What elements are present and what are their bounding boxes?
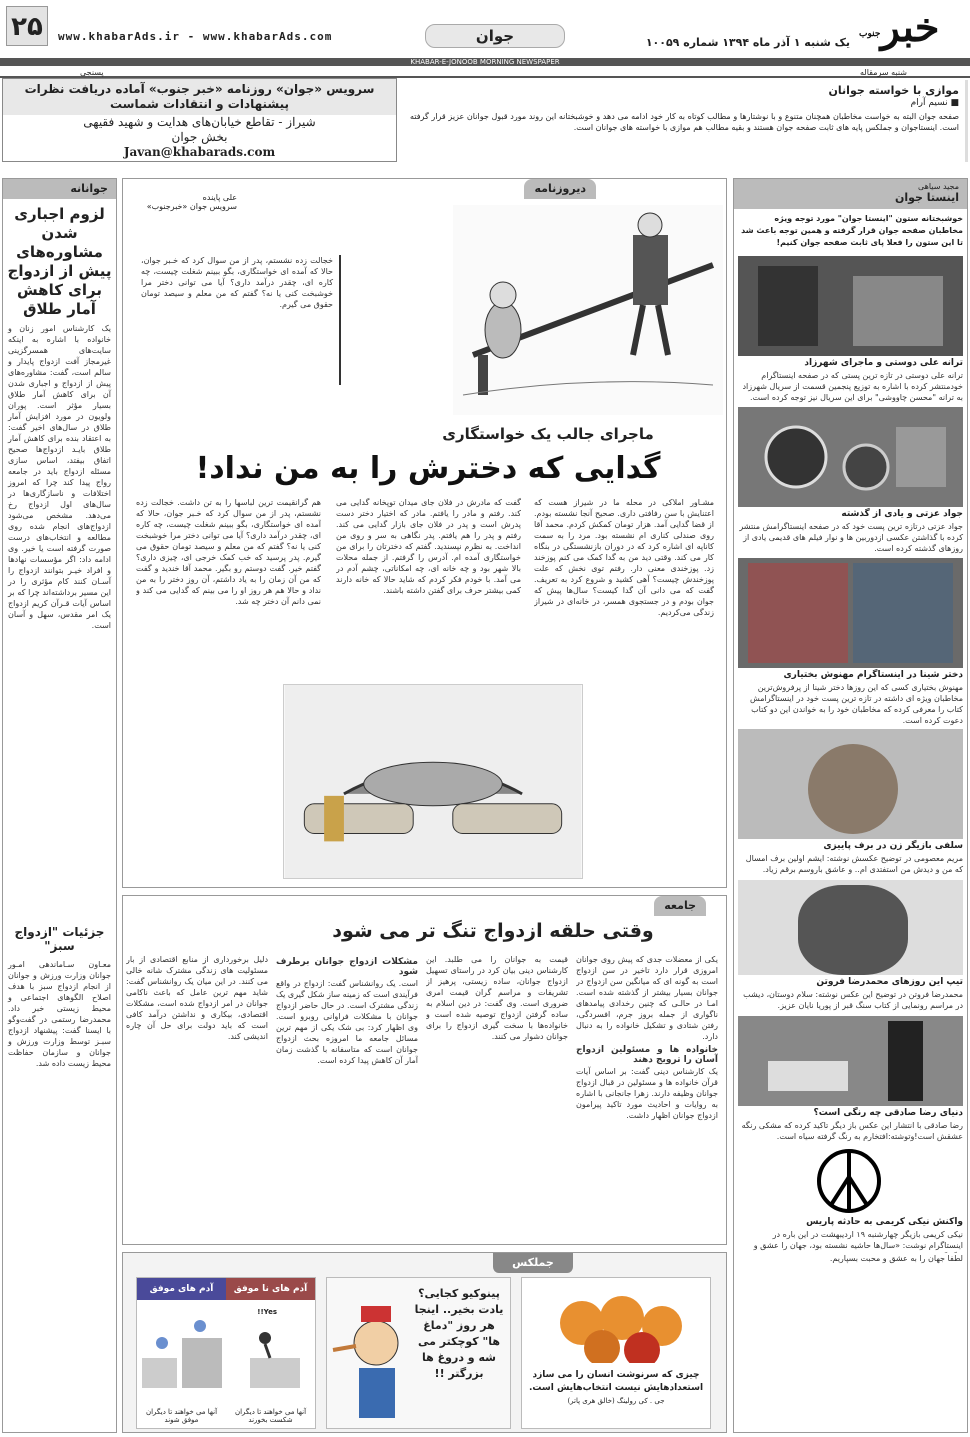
jomlak-section: [122, 1252, 727, 1433]
society-col-2: قیمت به جوانان را می طلبد. این کارشناس دینی بیان کرد در راستای تسهیل ازدواج جوانان، ساده زیستی، پرهیز از تشریفات و مراسم گران قیمت امری ضروری است. وی گفت: در دین اسلام به ساده گرفتن ازدواج توصیه شده است و خانواده‌ها با سخت گیری ازدواج را برای جوانان دشوار می کنند.: [426, 955, 568, 1041]
diary-section: [122, 178, 727, 888]
contact-address: شیراز - تقاطع خیابان‌های هدایت و شهید فقیهی: [83, 115, 316, 129]
insta-caption-7: واکنش نیکی کریمی به حادثه پاریس: [806, 1217, 963, 1227]
insta-text-1: ترانه علی دوستی در تازه ترین پستی که در صفحه اینستاگرام خودمنتشر کرده با اشاره به توزیع پنجمین قسمت از سریال شهرزاد به ترانه "محسن چاووشی" برای این سریال نیز توجه کرده است.: [742, 371, 963, 402]
insta-text-5: محمدرضا فروتن در توضیح این عکس نوشته: سلام دوستان، دیشب در مراسم رونمایی از کتاب سنگ قبر از پوریا نایان عزیز.: [743, 990, 963, 1010]
quote-text: چیزی که سرنوشت انسان را می سازد استعدادهایش نیست انتخاب‌هایش است.: [528, 1370, 704, 1393]
insta-photo-1: [738, 256, 963, 356]
unsuccessful-caption: آنها می خواهند تا دیگران شکست بخورند: [234, 1408, 307, 1424]
pinocchio-icon: [331, 1298, 411, 1423]
newspaper-logo: [855, 4, 965, 52]
successful-title: آدم های موفق: [137, 1278, 226, 1300]
quote-panel: [521, 1277, 711, 1429]
contact-email[interactable]: Javan@khabarads.com: [123, 145, 276, 159]
insta-column: [733, 178, 968, 1433]
peace-for-paris-icon: [738, 1147, 963, 1215]
contact-box: [2, 78, 397, 162]
diary-author: علی پاینده: [202, 193, 237, 202]
diary-shoulder: ماجرای جالب یک خواستگاری: [442, 425, 654, 443]
insta-title: اینستا جوان: [894, 191, 959, 204]
society-col-3: [276, 954, 418, 1239]
society-tab: جامعه: [654, 896, 706, 916]
handshake-illustration: [283, 684, 583, 879]
editorial-author-name: نسیم آرام: [910, 98, 948, 108]
logo-sub: جنوب: [859, 29, 881, 39]
society-col-4: دلیل برخورداری از منابع اقتصادی از بار مسئولیت های زندگی مشترک شانه خالی می کنند. در این میان یک روانشناس گفت: شاید مهم ترین عامل که باعث ناکامی جوانان در امر ازدواج شده است، مشکلات اقتصادی، بیکاری و نداشتن درآمد کافی است که باید دولت برای حل آن چاره اندیشی کند.: [126, 955, 268, 1041]
helping-hand-icon: [142, 1308, 222, 1388]
diary-headline: گدایی که دخترش را به من نداد!: [195, 451, 661, 486]
logo-text: خبر: [880, 4, 940, 51]
film-reel-icon: [738, 407, 963, 507]
insta-caption-1: ترانه علی دوستی و ماجرای شهرزاد: [804, 358, 963, 368]
issue-date: یک شنبه ۱ آذر ماه ۱۳۹۴ شماره ۱۰۰۵۹: [645, 36, 850, 49]
diary-col-2: گفت که مادرش در فلان جای میدان توپخانه گدایی می کند. رفتم و مادر را یافتم. مادر که اختیار دختر دست پدرش است و پدر در فلان جای بازار گدایی می کند. رفتم و پدر را هم یافتم. پدر نگاهی به سر و روی من انداخت. به نظرم نپسندید. گفتم که دخترتان را برای من خواستگاری آمده ام. آدرس را گرفتم. از جمله محلات بالا شهر بود و چه خانه ای، چه امکاناتی، چشم آدم در می آمد. با خودم فکر کردم که شاید حالا که خانه دارند کمی بیشتر حرف برای گفتن داشته باشند.: [336, 498, 521, 595]
insta-text-4: مریم معصومی در توضیح عکسش نوشته: ایشم اولین برف امسال که من و دیدش من استفتدی ام.. و عاشق باروسم برقم زیاد.: [745, 854, 963, 874]
strip-text: KHABAR-E-JONOOB MORNING NEWSPAPER: [410, 58, 560, 66]
sub-label-right: شنبه سرمقاله: [860, 68, 907, 77]
editorial-author: ■ نسیم آرام: [910, 98, 959, 108]
insta-photo-4: [738, 729, 963, 839]
diary-col-1: مشـاور املاکی در محله ما در شیراز هست که اعتنایش با سن رفافتی داری. صحیح آنجا نشسته بودم. از قضا گدایی آمد. هزار تومان کمکش کردم. محمد آقا روی صندلی کناری ام نشسته بود. مرد را به سمت کاناپه ای اشاره کرد که در دوران بازنشستگی در بنگاه کار می کند. وقتی دید من به گدا کمک می کنم پوزخند زد. پوزخندی معنی دار. رفتم توی نخش که علت پوزخندش چیست؟ آهی کشید و شروع کرد به تعریف. گفت که می دانی آن گدا کیست؟ سال‌ها پیش که جوان بودم و در جستجوی همسر، در خانه‌ای در شیراز زندگی می‌کردیم.: [534, 498, 714, 617]
insta-caption-2: جواد عزتی و یادی از گذشته: [841, 509, 963, 519]
society-col-1: [576, 954, 718, 1239]
youth-column: [2, 178, 117, 1433]
society-subhead-2: مشکلات ازدواج جوانان برطرف شود: [276, 957, 418, 977]
quote-author: جی . کی رولینگ (خالق هری پاتر): [567, 1397, 665, 1405]
oranges-icon: [522, 1278, 710, 1363]
website-link[interactable]: www.khabarAds.ir - www.khabarAds.com: [58, 30, 333, 43]
youth-article-title: لزوم اجباری شدن مشاوره‌های پیش از ازدواج برای کاهش آمار طلاق: [7, 205, 112, 318]
insta-photo-7: [738, 1147, 963, 1215]
pinocchio-panel: [326, 1277, 511, 1429]
society-section: [122, 895, 727, 1245]
insta-editor: مجید سیاهی: [917, 182, 959, 191]
insta-caption-5: تیپ این روزهای محمدرضا فروتن: [816, 977, 963, 987]
unsuccessful-title: آدم های نا موفق: [226, 1278, 315, 1300]
insta-text-3: مهنوش بختیاری کسی که این روزها دختر شینا از پرفروش‌ترین مخاطبان ویژه ای داشته در تازه ترین پست خود در اینستاگرامش کتاب را معرفی کرده که مخاطبان خود را به خواندن این دو کتاب دعوت کرده است.: [750, 683, 963, 725]
diary-tab: دیروزنامه: [524, 179, 596, 199]
falling-person-icon: [230, 1318, 310, 1388]
diary-author-block: [137, 193, 237, 211]
insta-lead: خوشبختانه ستون "اینستا جوان" مورد توجه ویژه مخاطبان صفحه جوان قرار گرفته و همین توجه باعث شد تا این ستون را فعلا پای ثابت صفحه جوان کنیم!: [741, 214, 963, 247]
insta-caption-3: دختر شینا در اینستاگرام مهنوش بختیاری: [783, 670, 963, 680]
beggar-cartoon: [453, 205, 723, 415]
contact-dept: بخش جوان: [171, 130, 228, 144]
green-marriage-body: معـاون سـاماندهی امـور جوانان وزارت ورزش و جوانان از انجام ازدواج سبز با هدف اصلاح الگوهای اجتماعی و محیط زیستی خبر داد. محمدرضا رستمی در گفت‌وگو با ایسنا گفت: پیشنهاد ازدواج سبـز توسط وزارت ورزش و جوانان و سازمان حفاظت محیط زیست داده شد.: [8, 960, 111, 1068]
society-col-1-more: یک کارشناس دینی گفت: بر اساس آیات قرآن خانواده ها و مسئولین در قبال ازدواج جوانان وظیفه دارند. زهرا جانجانی با اشاره به روایات و احادیث مورد تاکید پیرامون ازدواج جوانان اظهار داشت.: [576, 1067, 718, 1120]
editorial-box: [404, 80, 968, 162]
insta-photo-5: [738, 880, 963, 975]
society-col-3-text: است. یک روانشناس گفت: ازدواج در واقع فرآیندی است که زمینه ساز شکل گیری یک زندگی مشترک است. در حال حاضر ازدواج جوانان با مشکلات فراوانی روبرو است. وی اظهار کرد: بی شک یکی از مهم ترین مسائل جامعه ما امروزه بحث ازدواج جوانان است که متاسفانه با گذشت زمان آمار آن کاهش پیدا کرده است.: [276, 979, 418, 1065]
insta-text-7: نیکی کریمی بازیگر چهارشنبه ۱۹ اردیبهشت در این باره در اینستاگرام نوشت: «سال‌ها حاشیه نشسته بود، جهان را عشق و: [753, 1230, 963, 1250]
contact-title: سرویس «جوان» روزنامه «خبر جنوب» آماده دریافت نظرات پیشنهادات و انتقادات شماست: [3, 79, 396, 115]
insta-photo-3: [738, 558, 963, 668]
insta-caption-6: دنیای رضا صادقی چه رنگی است؟: [813, 1108, 963, 1118]
masthead: [0, 0, 970, 78]
editorial-title: موازی با خواسته جوانان: [828, 84, 959, 97]
youth-article-body: یک کارشناس امور زنان و خانواده با اشاره به اینکه سایت‌های همسرگزینی غیرمجاز آفت ازدواج پایدار و سالم است، گفت: مشاوره‌های پیش از ازدواج و اجباری شدن آن برای کاهش آمار طلاق بسیار مؤثر است. پوران ولویون در مورد افزایش آمار طلاق در سال‌های اخیر گفت: به اعتقاد بنده برای کاهش آمار طلاق بایـد ازدواج‌ها صحیح اتفاق بیفتد، اساس سازی مسئله ازدواج باید در جامعه رواج پیدا کند چرا که امروز اختلافات و ناسازگاری‌ها در سال‌های اول ازدواج رخ می‌دهد. مشخص می‌شود ازدواج‌های انجام شده روی مطالعه و انتخاب‌های درست صورت گرفته است یا خیر. وی ادامه داد: اگر مؤسسات نهادها و افراد خیـر بتوانند ازدواج را آسـان کنند کام مؤثری را در این مسیر برداشته‌اند چرا که بر اساس آیات قـرآن کریم ازدواج یک امر مقدس، سهل و آسان است.: [8, 324, 111, 630]
pinocchio-text: پینوکیو کجایی؟ یادت بخیر.. اینجا هر روز "دماغ ها" کوچکتر می شه و دروغ ها بزرگتر !!: [414, 1287, 504, 1380]
diary-intro: خجالت زده نشستم، پدر از من سوال کرد که خـبر جوان، حالا که آمده ای خواستگاری، بگو ببینم شغلت چیست، چه کاره ای، چقدر درآمد داری؟ آیا می توانی دختر مرا خوشبخت کنی یا نه؟ گفتم که من معلم و سیصد تومان حقوق می گیرم.: [141, 255, 341, 385]
youth-column-header: جوانانه: [3, 179, 116, 199]
successful-caption: آنها می خواهند تا دیگران موفق شوند: [145, 1408, 218, 1424]
diary-col-3: هم گرانقیمت ترین لباسها را به تن داشت. خجالت زده نشستم، پدر از من سوال کرد که خـبر جوان، حالا که آمده ای خواستگاری، بگو ببینم شغلت چیست، چه کاره ای، چقدر درآمد داری؟ آیا می توانی دختر مرا خوشبخت کنی یا نه؟ گفتم که من معلم و سیصد تومان حقوق می گیرم. پدر پرسید که خب کمک خرجی ای، چیزی داری؟ گفتم خیر. گفت دوستم رو بگیر. محمد آقا خندید و گفت که من آن زمان را به یاد داشتم، آن روز دختر را به من نداد و حالا هم هر روز او را می بینم که گدایی می کند و نمی دانم آن دختر چه شد.: [136, 498, 321, 606]
society-col-1-text: یکی از معضلات جدی که پیش روی جوانان امروزی قرار دارد تاخیر در سن ازدواج است به گونه ای که میانگین سن ازدواج در جوانان بسیار بیشتر از گذشته شده است. امـا در حالـی که چنین رخدادی پیامدهای ناگواری از جمله بروز جرم، افسردگی، رفتن شتادی و تشکیل خانواده را به دنبال دارد.: [576, 955, 718, 1041]
green-marriage-title: جزئیات "ازدواج سبز": [14, 925, 105, 953]
society-headline: وقتی حلقه ازدواج تنگ تر می شود: [332, 920, 654, 942]
yes-label: Yes!!: [257, 1308, 277, 1316]
success-panel: [136, 1277, 316, 1429]
insta-photo-6: [738, 1016, 963, 1106]
editorial-body: صفحه جوان البته به خواست مخاطبان همچنان متنوع و با نوشتارها و مطالب کوتاه به کار خود ادامه می دهد و خوشبختانه این روند مورد قبول جوانان عزیز قرار گرفته است. اینستاجوان و جملکس پایه های ثابت صفحه جوان هستند و بقیه مطالب هم موازی با خواسته های جوانان است.: [410, 112, 959, 132]
section-title: جوان: [425, 24, 565, 48]
diary-author-role: سرویس جوان «خبرجنوب»: [146, 202, 237, 211]
insta-header: [734, 179, 967, 209]
insta-photo-2: [738, 407, 963, 507]
page-number: ۲۵: [6, 6, 48, 46]
jomlak-tab: جملکس: [493, 1253, 573, 1273]
insta-text-2: جواد عزتی درتازه ترین پست خود که در صفحه اینستاگرامش منتشر کرده با گذاشتن عکسی ازدوربین ها و نوار فیلم های قدیمی یادی از روزهای گذشته کرده است.: [739, 522, 963, 553]
society-subhead-1: خانواده ها و مسئولین ازدواج آسان را ترویج دهند: [576, 1045, 718, 1065]
paris-quote: لطفا جهان را به عشق و محبت بسپاریم.: [829, 1254, 963, 1263]
sub-label-left: پسنجی: [80, 68, 104, 77]
insta-text-6: رضا صادقی با انتشار این عکس باز دیگر تاکید کرده که مشکی رنگه عشقش است!وتوشته:افتخارم به رنگ گرفته سیاه است.: [741, 1121, 963, 1141]
insta-caption-4: سلفی بازیگر زن در برف پاییزی: [823, 841, 963, 851]
